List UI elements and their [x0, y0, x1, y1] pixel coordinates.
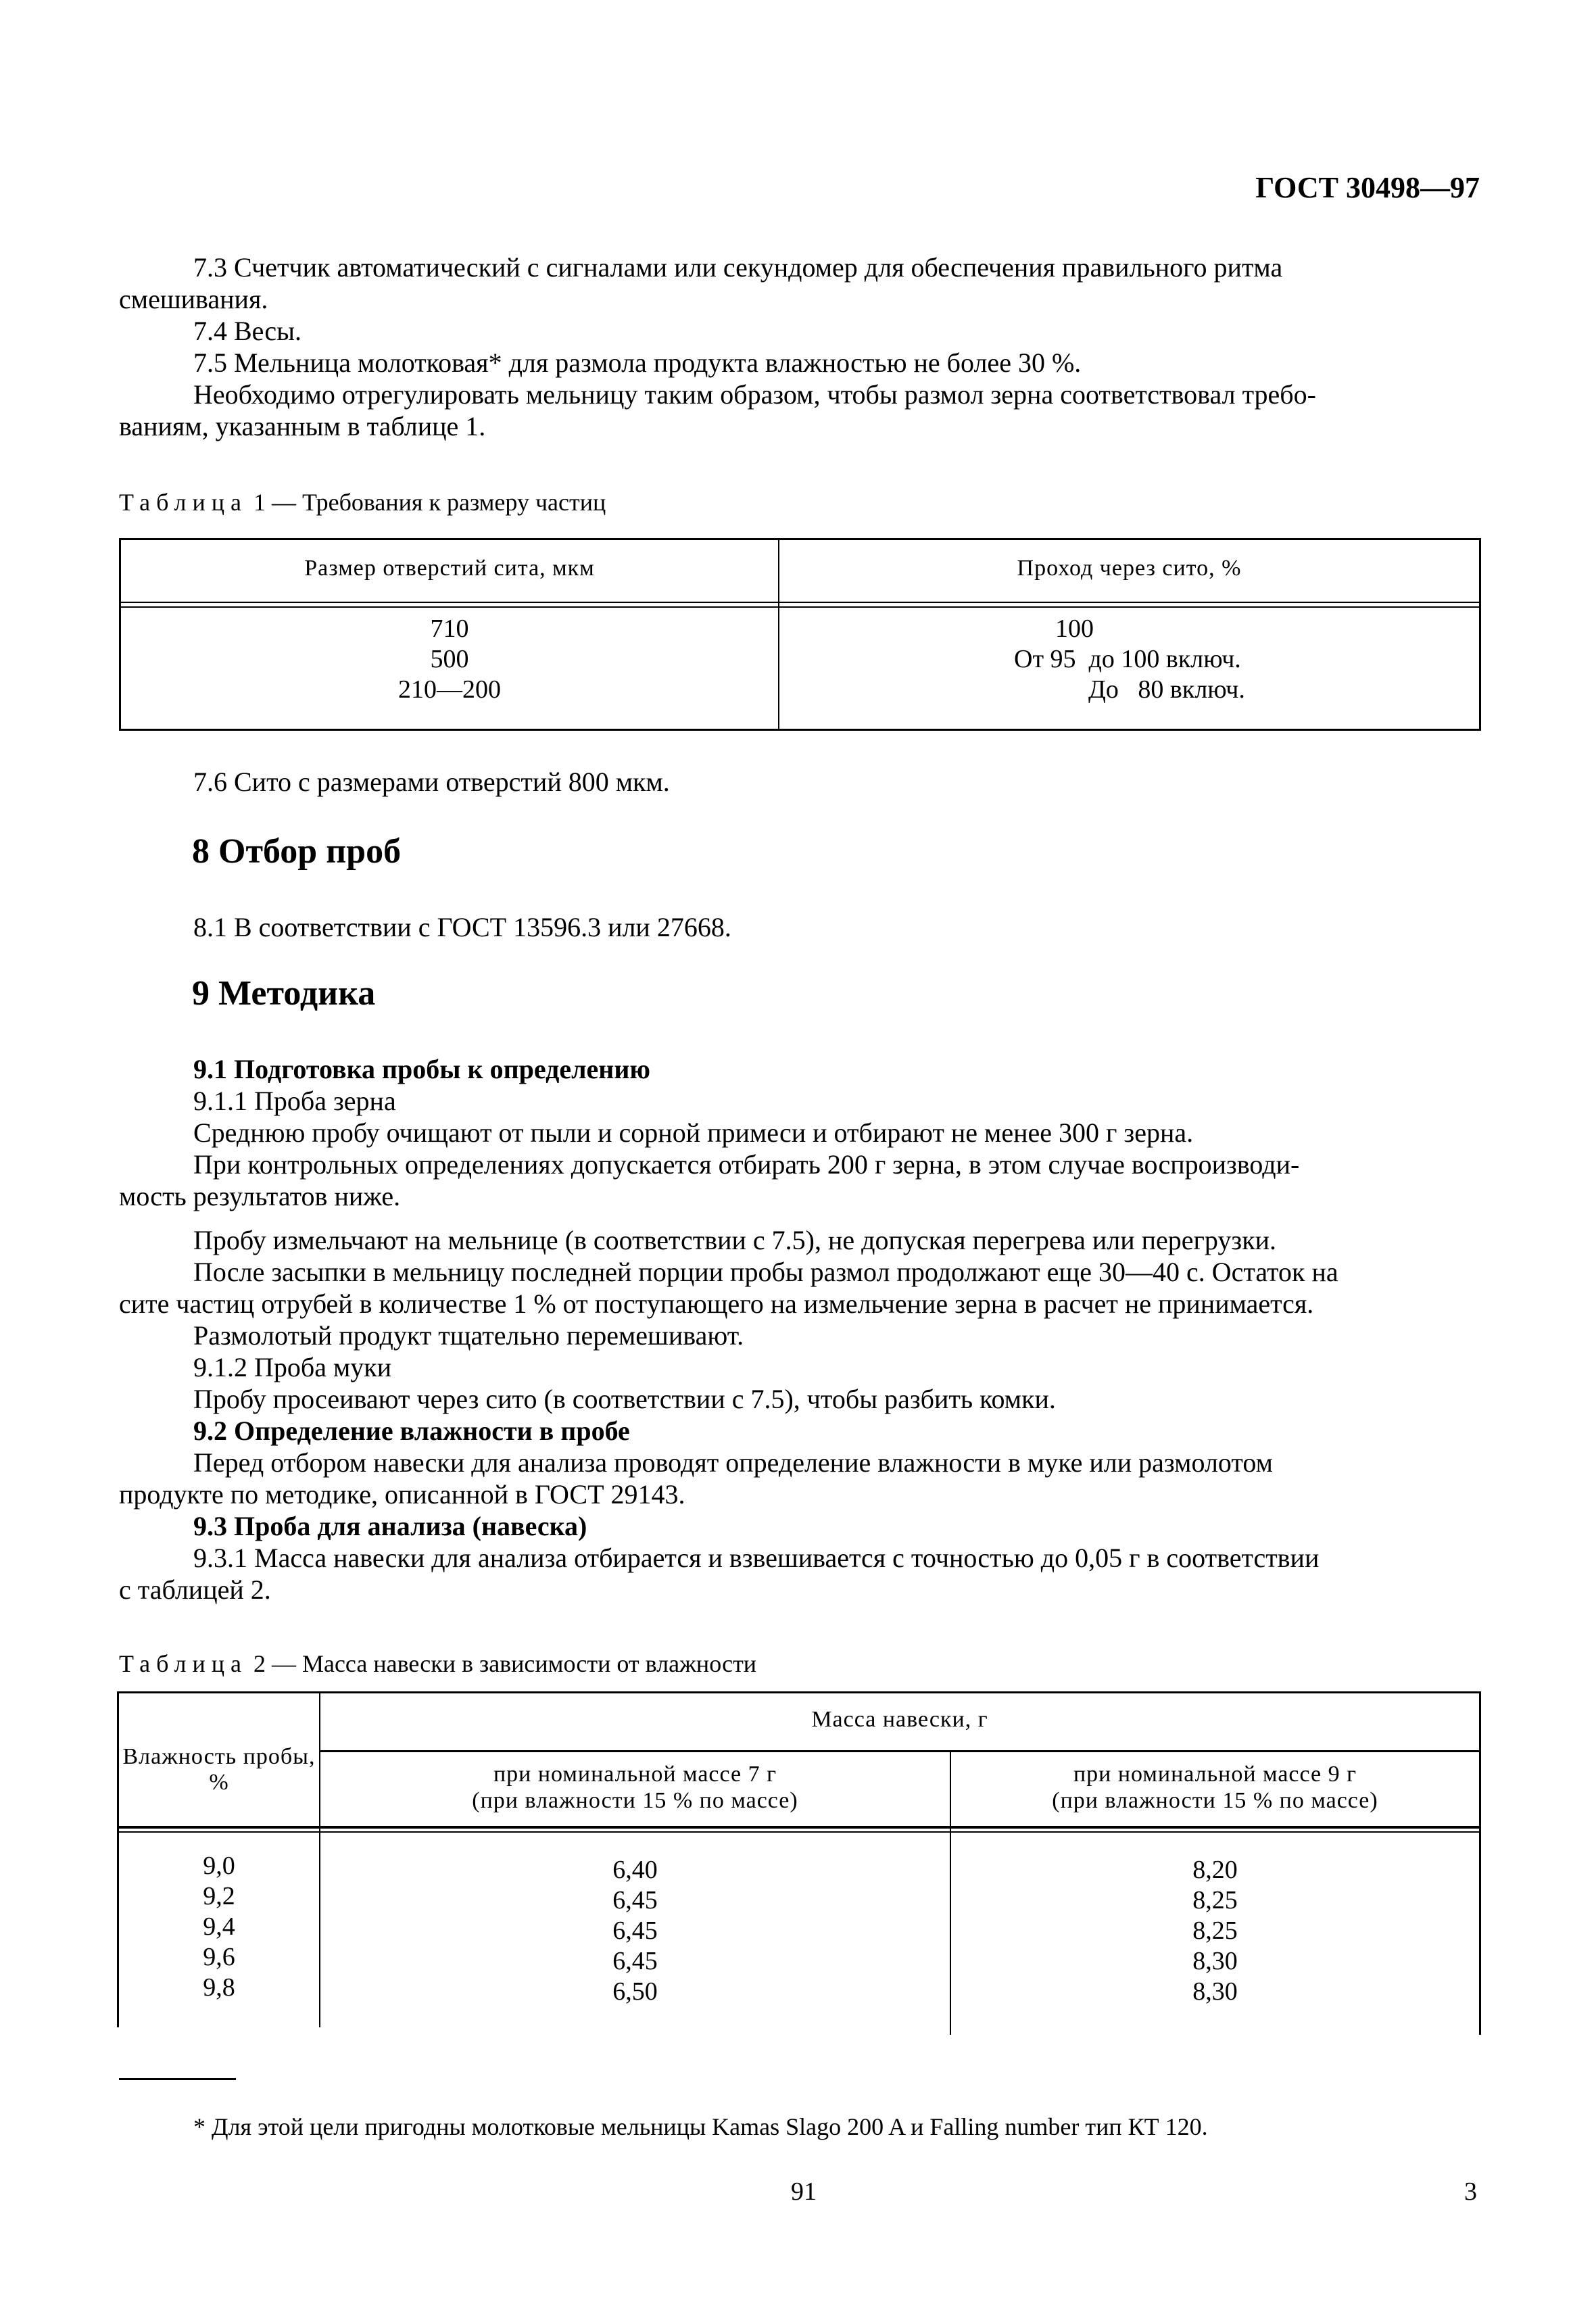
paragraph-7-6: 7.6 Сито с размерами отверстий 800 мкм.: [193, 767, 670, 797]
page-number-right: 3: [1464, 2177, 1477, 2206]
section-9-heading: 9 Методика: [192, 974, 376, 1013]
paragraph-7-5-note: Необходимо отрегулировать мельницу таким образом, чтобы размол зерна соответствовал требо-: [193, 379, 1316, 410]
paragraph-flour-sieving: Пробу просеивают через сито (в соответствии с 7.5), чтобы разбить комки.: [193, 1384, 1056, 1414]
table1-cell-pass-2: От 95 до 100 включ.: [1014, 645, 1241, 673]
paragraph-7-3-cont: смешивания.: [119, 284, 268, 314]
table2-moisture-1: 9,0: [203, 1852, 235, 1880]
table2-mass9-4: 8,30: [1192, 1947, 1238, 1975]
table1-cell-size-2: 500: [430, 645, 469, 673]
paragraph-9-3-1-cont: с таблицей 2.: [119, 1574, 271, 1605]
table2-mass9-2: 8,25: [1192, 1886, 1238, 1914]
paragraph-7-3: 7.3 Счетчик автоматический с сигналами или секундомер для обеспечения правильного ритма: [193, 252, 1283, 283]
paragraph-moisture-cont: продукте по методике, описанной в ГОСТ 29143.: [119, 1479, 685, 1510]
table1-caption-label: Таблица: [119, 489, 247, 516]
paragraph-8-1: 8.1 В соответствии с ГОСТ 13596.3 или 27668.: [193, 912, 731, 942]
table2-header-nominal-9-line1: при номинальной массе 9 г: [1073, 1762, 1357, 1787]
document-number: ГОСТ 30498—97: [1255, 171, 1480, 204]
paragraph-7-5: 7.5 Мельница молотковая* для размола продукта влажностью не более 30 %.: [193, 347, 1082, 378]
table2-mass7-2: 6,45: [612, 1886, 658, 1914]
table2-moisture-3: 9,4: [203, 1912, 235, 1941]
table1-cell-pass-1: 100: [1055, 614, 1094, 643]
paragraph-7-5-note-cont: ваниям, указанным в таблице 1.: [119, 411, 486, 441]
paragraph-moisture: Перед отбором навески для анализа проводят определение влажности в муке или размолотом: [193, 1447, 1273, 1478]
table2-header-mass-group: Масса навески, г: [811, 1707, 988, 1732]
table1-bottom-border: [119, 729, 1481, 731]
table2-header-rule-2: [117, 1831, 1481, 1833]
table1-header-rule-2: [119, 606, 1481, 608]
paragraph-after-loading-cont: сите частиц отрубей в количестве 1 % от поступающего на измельчение зерна в расчет не принимается.: [119, 1288, 1314, 1319]
table2-moisture-5: 9,8: [203, 1973, 235, 2002]
table2-mass7-4: 6,45: [612, 1947, 658, 1975]
paragraph-control-sample: При контрольных определениях допускается отбирать 200 г зерна, в этом случае воспроизводи-: [193, 1149, 1300, 1180]
subsection-9-2-heading: 9.2 Определение влажности в пробе: [193, 1416, 630, 1446]
table2-caption: [119, 1649, 756, 1678]
table2-mass9-1: 8,20: [1192, 1856, 1238, 1884]
table2-header-nominal-7-line1: при номинальной массе 7 г: [493, 1762, 777, 1787]
subsection-9-3-heading: 9.3 Проба для анализа (навеска): [193, 1511, 587, 1541]
page-number-center: 91: [791, 2177, 817, 2206]
paragraph-mixing: Размолотый продукт тщательно перемешивают.: [193, 1320, 744, 1351]
paragraph-milling: Пробу измельчают на мельнице (в соответствии с 7.5), не допуская перегрева или перегрузки.: [193, 1225, 1277, 1255]
paragraph-grain-cleaning: Среднюю пробу очищают от пыли и сорной примеси и отбирают не менее 300 г зерна.: [193, 1117, 1194, 1148]
paragraph-9-1-1: 9.1.1 Проба зерна: [193, 1086, 396, 1116]
section-8-heading: 8 Отбор проб: [192, 832, 402, 871]
paragraph-after-loading: После засыпки в мельницу последней порции пробы размол продолжают еще 30—40 с. Остаток на: [193, 1257, 1338, 1287]
paragraph-control-sample-cont: мость результатов ниже.: [119, 1181, 401, 1211]
table2-header-moisture: Влажность пробы, %: [122, 1744, 316, 1795]
table1-top-border: [119, 538, 1481, 540]
table2-caption-text: 2 — Масса навески в зависимости от влажности: [253, 1650, 757, 1677]
table2-header-rule-1: [117, 1826, 1481, 1829]
table1-header-sieve-size: Размер отверстий сита, мкм: [304, 556, 595, 581]
subsection-9-1-heading: 9.1 Подготовка пробы к определению: [193, 1054, 650, 1084]
table1-cell-size-1: 710: [430, 614, 469, 643]
table2-mass7-5: 6,50: [612, 1977, 658, 2006]
table2-mass9-5: 8,30: [1192, 1977, 1238, 2006]
table1-cell-pass-3: До 80 включ.: [1088, 675, 1245, 704]
table1-right-border: [1479, 538, 1481, 731]
table2-mass9-3: 8,25: [1192, 1916, 1238, 1945]
paragraph-9-3-1: 9.3.1 Масса навески для анализа отбирается и взвешивается с точностью до 0,05 г в соответствии: [193, 1543, 1320, 1573]
table2-caption-label: Таблица: [119, 1650, 247, 1677]
table1-header-rule-1: [119, 602, 1481, 603]
table2-group-rule: [319, 1750, 1481, 1752]
footnote-separator: [119, 2078, 236, 2080]
table1-caption: [119, 488, 606, 516]
footnote: * Для этой цели пригодны молотковые мельницы Kamas Slago 200 A и Falling number тип КТ 120.: [193, 2113, 1208, 2140]
paragraph-7-4: 7.4 Весы.: [193, 316, 302, 346]
table2-moisture-2: 9,2: [203, 1882, 235, 1910]
table2-mass7-1: 6,40: [612, 1856, 658, 1884]
table2-top-border: [117, 1691, 1481, 1693]
table1-header-pass-through: Проход через сито, %: [1017, 556, 1242, 581]
table2-right-border: [1479, 1691, 1481, 2035]
table2-header-nominal-9-line2: (при влажности 15 % по массе): [1052, 1788, 1378, 1813]
table1-caption-text: 1 — Требования к размеру частиц: [253, 489, 606, 516]
table2-moisture-4: 9,6: [203, 1943, 235, 1971]
paragraph-9-1-2: 9.1.2 Проба муки: [193, 1352, 392, 1382]
table2-mass7-3: 6,45: [612, 1916, 658, 1945]
table2-header-nominal-7-line2: (при влажности 15 % по массе): [472, 1788, 798, 1813]
table1-cell-size-3: 210—200: [398, 675, 501, 704]
